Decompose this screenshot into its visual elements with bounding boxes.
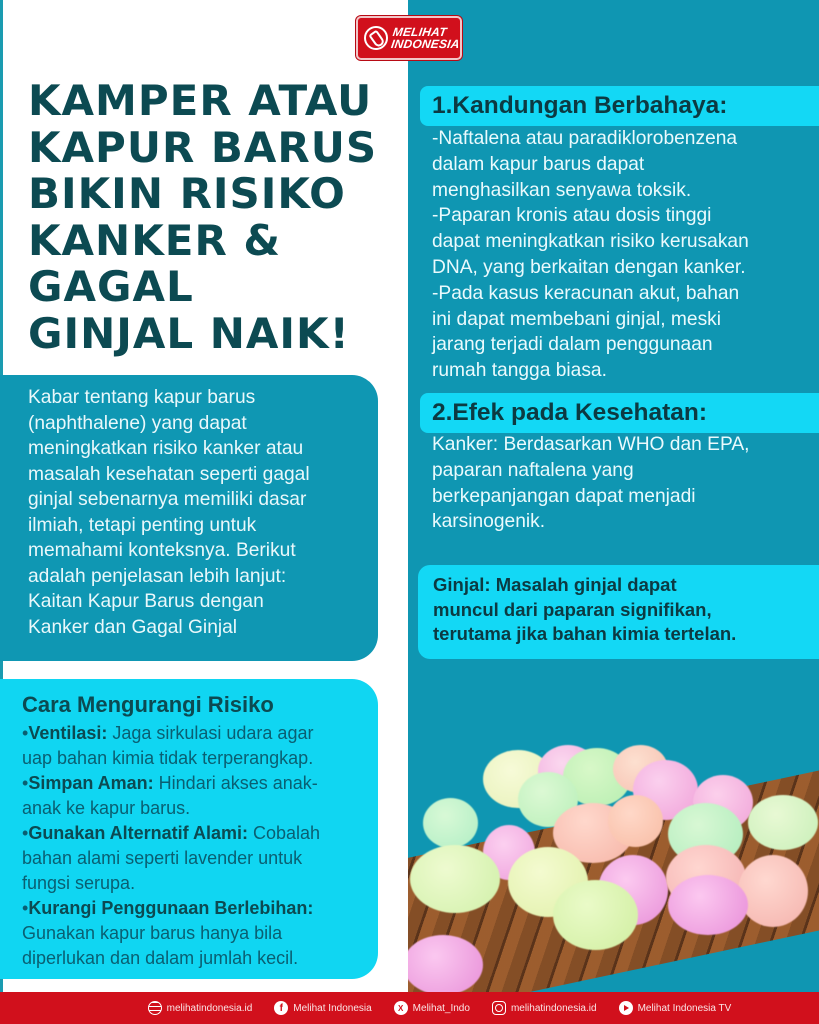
tip-text: diperlukan dan dalam jumlah kecil. [22,948,299,968]
section1-line: menghasilkan senyawa toksik. [432,179,692,201]
youtube-icon [619,1001,633,1015]
mothball [553,880,638,950]
footer-social-bar [0,992,819,1024]
kidney-line: Ginjal: Masalah ginjal dapat [433,574,677,595]
footer-facebook-link[interactable] [274,1001,371,1015]
brand-name-line1: MELIHAT [391,25,448,39]
mothball [408,935,483,992]
intro-line: Kabar tentang kapur barus [28,387,256,408]
footer-youtube-link[interactable] [619,1001,732,1015]
section1-line: dalam kapur barus dapat [432,153,645,175]
footer-website-link[interactable] [148,1001,253,1015]
brand-logo[interactable] [356,16,462,60]
section1-line: jarang terjadi dalam penggunaan [432,334,713,356]
bullet: • [22,823,29,843]
tips-title: Cara Mengurangi Risiko [22,692,274,717]
intro-line: ilmiah, tetapi penting untuk [28,514,257,536]
headline-line: KAPUR BARUS [28,122,378,172]
bullet: • [22,723,29,743]
mothballs-photo [408,680,819,992]
tip-text: Gunakan kapur barus hanya bila [22,923,283,943]
intro-line: (naphthalene) yang dapat [28,412,247,434]
brand-name [390,26,462,50]
mothball [668,875,748,935]
section1-line: -Pada kasus keracunan akut, bahan [432,282,740,304]
section2-body [432,432,749,535]
tip-text: anak ke kapur barus. [22,798,191,818]
risk-reduction-box [0,679,378,979]
intro-line: Kanker dan Gagal Ginjal [28,616,238,638]
kidney-callout [418,565,819,659]
mothball [738,855,808,927]
section2-header: 2.Efek pada Kesehatan: [420,393,819,433]
tip-text: Cobalah [248,823,321,843]
intro-line: meningkatkan risiko kanker atau [28,438,304,459]
tip-label: Gunakan Alternatif Alami: [28,823,249,843]
tip-safe-storage [22,771,368,796]
tip-text: Jaga sirkulasi udara agar [107,723,314,743]
intro-line: masalah kesehatan seperti gagal [28,463,310,485]
tip-reduce-usage [22,896,368,921]
tip-text: Hindari akses anak- [153,773,318,793]
bullet: • [22,898,29,918]
intro-line: memahami konteksnya. Berikut [28,540,296,561]
globe-icon [148,1001,162,1015]
mothball [608,795,663,847]
section1-header: 1.Kandungan Berbahaya: [420,86,819,126]
tip-label: Ventilasi: [28,723,108,743]
section2-line: berkepanjangan dapat menjadi [432,485,696,507]
tip-label: Kurangi Penggunaan Berlebihan: [28,898,314,918]
kidney-line: muncul dari paparan signifikan, [433,598,712,620]
footer-label: Melihat Indonesia [293,1002,372,1014]
intro-line: adalah penjelasan lebih lanjut: [28,565,287,587]
mothball [410,845,500,913]
brand-name-line2: INDONESIA [390,37,461,51]
headline-line: BIKIN RISIKO [28,169,346,218]
footer-label: melihatindonesia.id [166,1002,253,1014]
footer-instagram-link[interactable] [492,1001,597,1015]
footer-label: melihatindonesia.id [510,1002,597,1014]
section1-line: rumah tangga biasa. [432,360,607,382]
tip-text: uap bahan kimia tidak terperangkap. [22,748,314,768]
section1-line: -Paparan kronis atau dosis tinggi [432,205,712,227]
tip-text: fungsi serupa. [22,873,136,893]
bullet: • [22,773,29,793]
section2-line: paparan naftalena yang [432,459,634,481]
section2-line: Kanker: Berdasarkan WHO dan EPA, [432,434,750,455]
instagram-icon [492,1001,506,1015]
section2-line: karsinogenik. [432,511,546,533]
section1-line: DNA, yang berkaitan dengan kanker. [432,256,746,278]
intro-box [0,375,378,661]
mothball [748,795,818,850]
headline-line: GAGAL [28,262,194,311]
pen-nib-icon [364,26,388,50]
headline-line: KANKER & [28,215,282,265]
intro-line: ginjal sebenarnya memiliki dasar [28,489,307,510]
tip-ventilation [22,721,368,746]
kidney-line: terutama jika bahan kimia tertelan. [433,623,737,644]
x-icon: X [394,1001,408,1015]
headline-line: GINJAL NAIK! [28,308,350,358]
facebook-icon: f [274,1001,288,1015]
section1-line: -Naftalena atau paradiklorobenzena [432,128,738,149]
footer-label: Melihat Indonesia TV [637,1002,732,1014]
headline-line: KAMPER ATAU [28,76,373,125]
footer-label: Melihat_Indo [412,1002,470,1014]
footer-x-link[interactable] [394,1001,470,1015]
mothball [423,798,478,848]
headline [28,78,398,357]
section1-body [432,126,749,384]
intro-line: Kaitan Kapur Barus dengan [28,591,264,612]
section1-line: ini dapat membebani ginjal, meski [432,308,722,330]
section1-line: dapat meningkatkan risiko kerusakan [432,231,749,253]
tip-natural-alternative [22,821,368,846]
tip-text: bahan alami seperti lavender untuk [22,848,303,868]
tip-label: Simpan Aman: [28,773,154,793]
